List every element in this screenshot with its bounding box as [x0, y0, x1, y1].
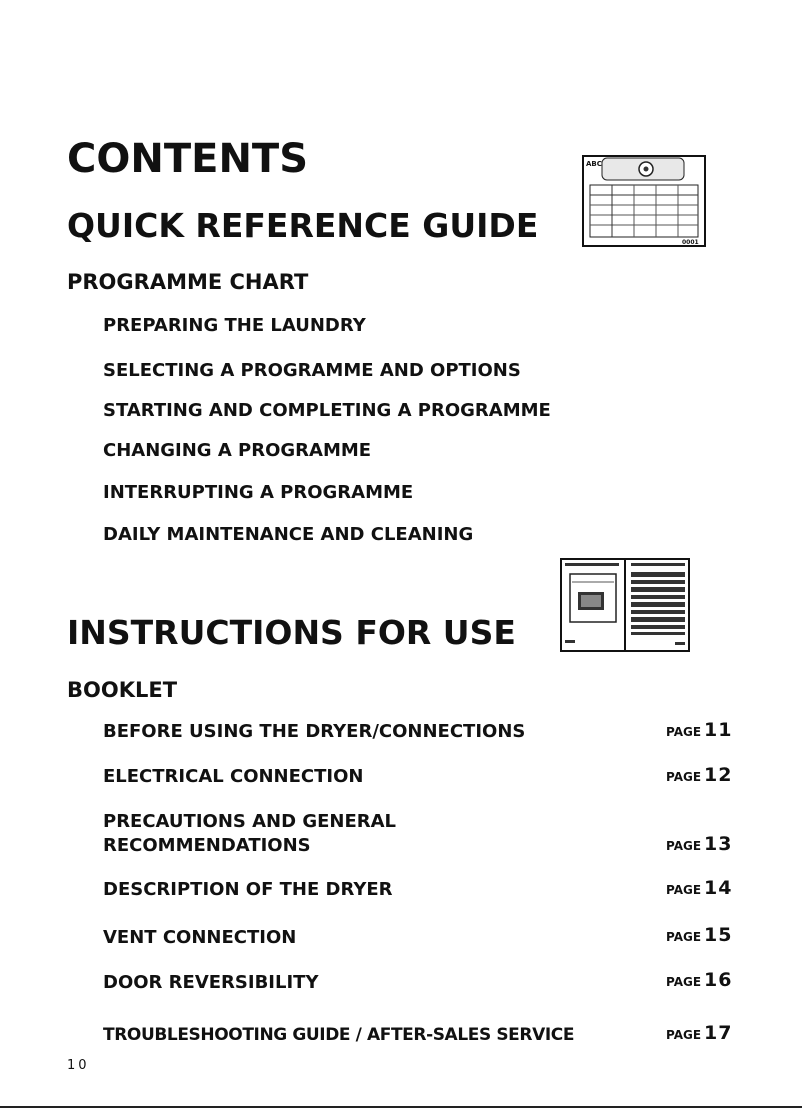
quick-item: PREPARING THE LAUNDRY [103, 315, 366, 336]
programme-chart-heading: PROGRAMME CHART [67, 270, 309, 294]
thumbnail-label: ABC [586, 160, 602, 168]
toc-entry: ELECTRICAL CONNECTION [103, 766, 364, 787]
page-number: 14 [704, 877, 733, 899]
toc-page-ref [666, 833, 732, 855]
toc-page-ref [666, 877, 732, 899]
page-number: 15 [704, 924, 733, 946]
page-number: 12 [704, 764, 733, 786]
page-number: 13 [704, 833, 733, 855]
toc-page-ref [666, 719, 732, 741]
toc-entry: DESCRIPTION OF THE DRYER [103, 879, 393, 900]
page-label: PAGE [666, 883, 702, 897]
toc-entry: DOOR REVERSIBILITY [103, 972, 319, 993]
toc-entry: PRECAUTIONS AND GENERAL [103, 811, 397, 832]
page-label: PAGE [666, 930, 702, 944]
quick-item: SELECTING A PROGRAMME AND OPTIONS [103, 360, 521, 381]
booklet-heading: BOOKLET [67, 678, 178, 702]
page-label: PAGE [666, 770, 702, 784]
page-number: 17 [704, 1022, 733, 1044]
toc-entry: TROUBLESHOOTING GUIDE / AFTER-SALES SERVICE [103, 1025, 575, 1045]
page-label: PAGE [666, 1028, 702, 1042]
page-title: CONTENTS [67, 136, 309, 182]
toc-page-ref [666, 1022, 732, 1044]
toc-page-ref [666, 764, 732, 786]
bottom-border [0, 1106, 802, 1108]
quick-item: CHANGING A PROGRAMME [103, 440, 372, 461]
page-label: PAGE [666, 975, 702, 989]
instructions-heading: INSTRUCTIONS FOR USE [67, 613, 516, 652]
toc-entry: BEFORE USING THE DRYER/CONNECTIONS [103, 721, 526, 742]
toc-entry-continued: RECOMMENDATIONS [103, 835, 311, 856]
booklet-thumbnail [560, 558, 690, 652]
page-number: 16 [704, 969, 733, 991]
toc-entry: VENT CONNECTION [103, 927, 297, 948]
toc-page-ref [666, 969, 732, 991]
thumbnail-code: 0001 [682, 239, 699, 246]
programme-chart-thumbnail [582, 155, 706, 247]
page-number: 11 [704, 719, 733, 741]
quick-reference-heading: QUICK REFERENCE GUIDE [67, 206, 539, 245]
page-label: PAGE [666, 839, 702, 853]
quick-item: DAILY MAINTENANCE AND CLEANING [103, 524, 474, 545]
quick-item: INTERRUPTING A PROGRAMME [103, 482, 414, 503]
toc-page-ref [666, 924, 732, 946]
footer-page-number: 10 [67, 1058, 90, 1073]
page-label: PAGE [666, 725, 702, 739]
quick-item: STARTING AND COMPLETING A PROGRAMME [103, 400, 551, 421]
